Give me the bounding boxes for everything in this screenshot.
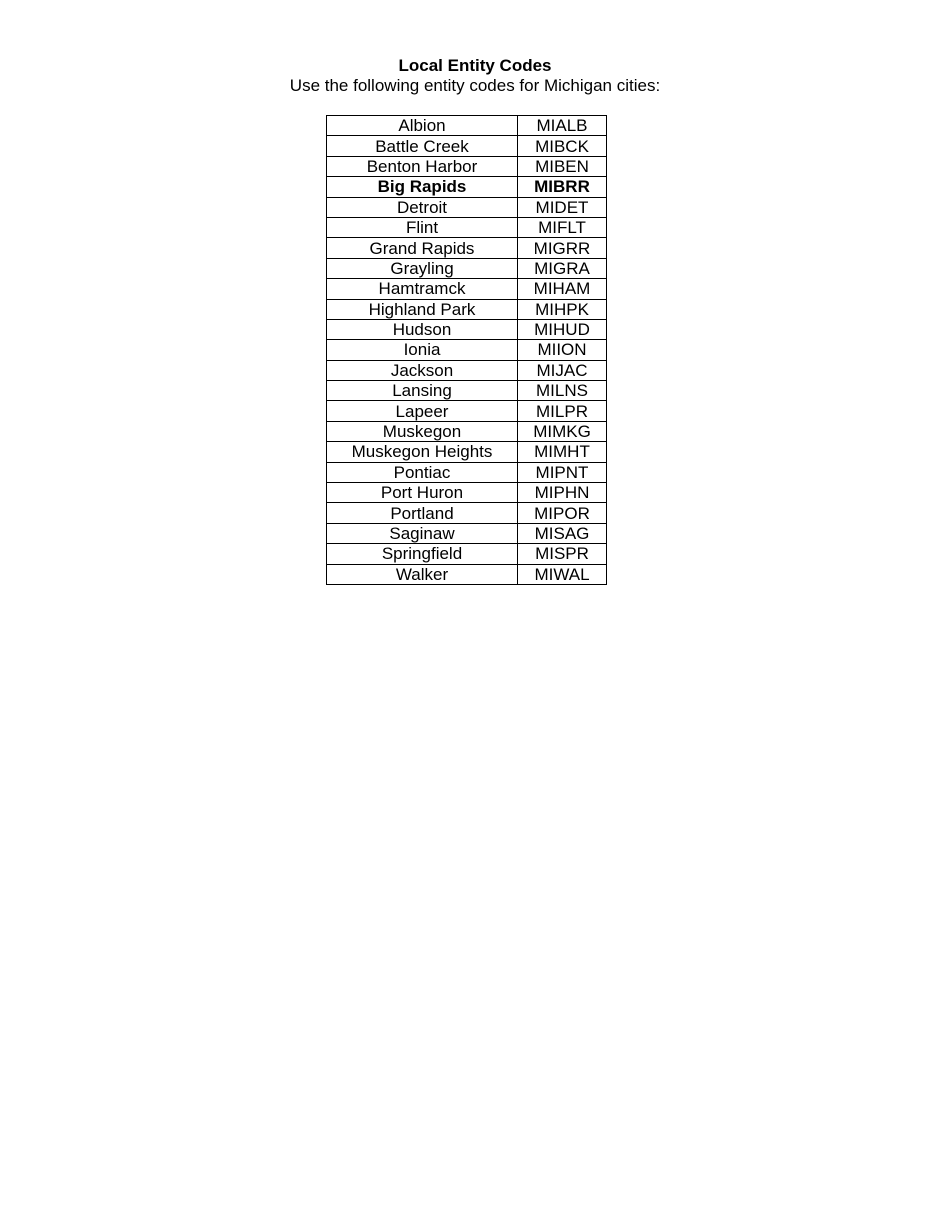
entity-code-cell: MIALB [518,116,607,136]
table-row [327,238,607,258]
table-row [327,523,607,543]
entity-code-cell: MIPHN [518,483,607,503]
table-row [327,279,607,299]
entity-code-cell: MIHUD [518,319,607,339]
table-row [327,544,607,564]
entity-code-cell: MIBRR [518,177,607,197]
entity-code-cell: MIPNT [518,462,607,482]
table-row [327,319,607,339]
table-row [327,177,607,197]
entity-code-cell: MIMKG [518,421,607,441]
table-row [327,136,607,156]
city-name-cell: Grayling [327,258,518,278]
entity-code-cell: MIGRA [518,258,607,278]
city-name-cell: Saginaw [327,523,518,543]
table-row [327,156,607,176]
document-subtitle: Use the following entity codes for Michigan cities: [289,76,661,95]
entity-code-cell: MILNS [518,381,607,401]
entity-code-cell: MIION [518,340,607,360]
entity-code-cell: MIBCK [518,136,607,156]
city-name-cell: Lapeer [327,401,518,421]
table-row [327,197,607,217]
city-name-cell: Pontiac [327,462,518,482]
city-name-cell: Portland [327,503,518,523]
entity-code-cell: MIBEN [518,156,607,176]
entity-code-cell: MIGRR [518,238,607,258]
table-row [327,462,607,482]
entity-code-cell: MIHPK [518,299,607,319]
city-name-cell: Flint [327,217,518,237]
city-name-cell: Grand Rapids [327,238,518,258]
document-title: Local Entity Codes [398,56,552,75]
table-row [327,381,607,401]
city-name-cell: Lansing [327,381,518,401]
table-row [327,503,607,523]
table-row [327,401,607,421]
city-name-cell: Jackson [327,360,518,380]
city-name-cell: Muskegon [327,421,518,441]
entity-code-cell: MIDET [518,197,607,217]
city-name-cell: Albion [327,116,518,136]
city-name-cell: Benton Harbor [327,156,518,176]
entity-code-cell: MISPR [518,544,607,564]
entity-code-cell: MIFLT [518,217,607,237]
city-name-cell: Detroit [327,197,518,217]
city-name-cell: Hudson [327,319,518,339]
city-name-cell: Highland Park [327,299,518,319]
table-row [327,258,607,278]
entity-code-cell: MIHAM [518,279,607,299]
city-name-cell: Port Huron [327,483,518,503]
table-row [327,116,607,136]
city-name-cell: Hamtramck [327,279,518,299]
table-row [327,442,607,462]
table-row [327,299,607,319]
entity-code-cell: MISAG [518,523,607,543]
city-name-cell: Big Rapids [327,177,518,197]
city-name-cell: Walker [327,564,518,584]
city-name-cell: Muskegon Heights [327,442,518,462]
table-row [327,564,607,584]
table-row [327,217,607,237]
table-row [327,483,607,503]
table-row [327,360,607,380]
entity-code-cell: MIMHT [518,442,607,462]
city-name-cell: Battle Creek [327,136,518,156]
city-name-cell: Springfield [327,544,518,564]
entity-code-cell: MIWAL [518,564,607,584]
entity-code-cell: MILPR [518,401,607,421]
table-row [327,340,607,360]
entity-code-cell: MIPOR [518,503,607,523]
entity-codes-table-body [327,116,607,585]
table-row [327,421,607,441]
city-name-cell: Ionia [327,340,518,360]
entity-codes-table [326,115,607,585]
entity-code-cell: MIJAC [518,360,607,380]
